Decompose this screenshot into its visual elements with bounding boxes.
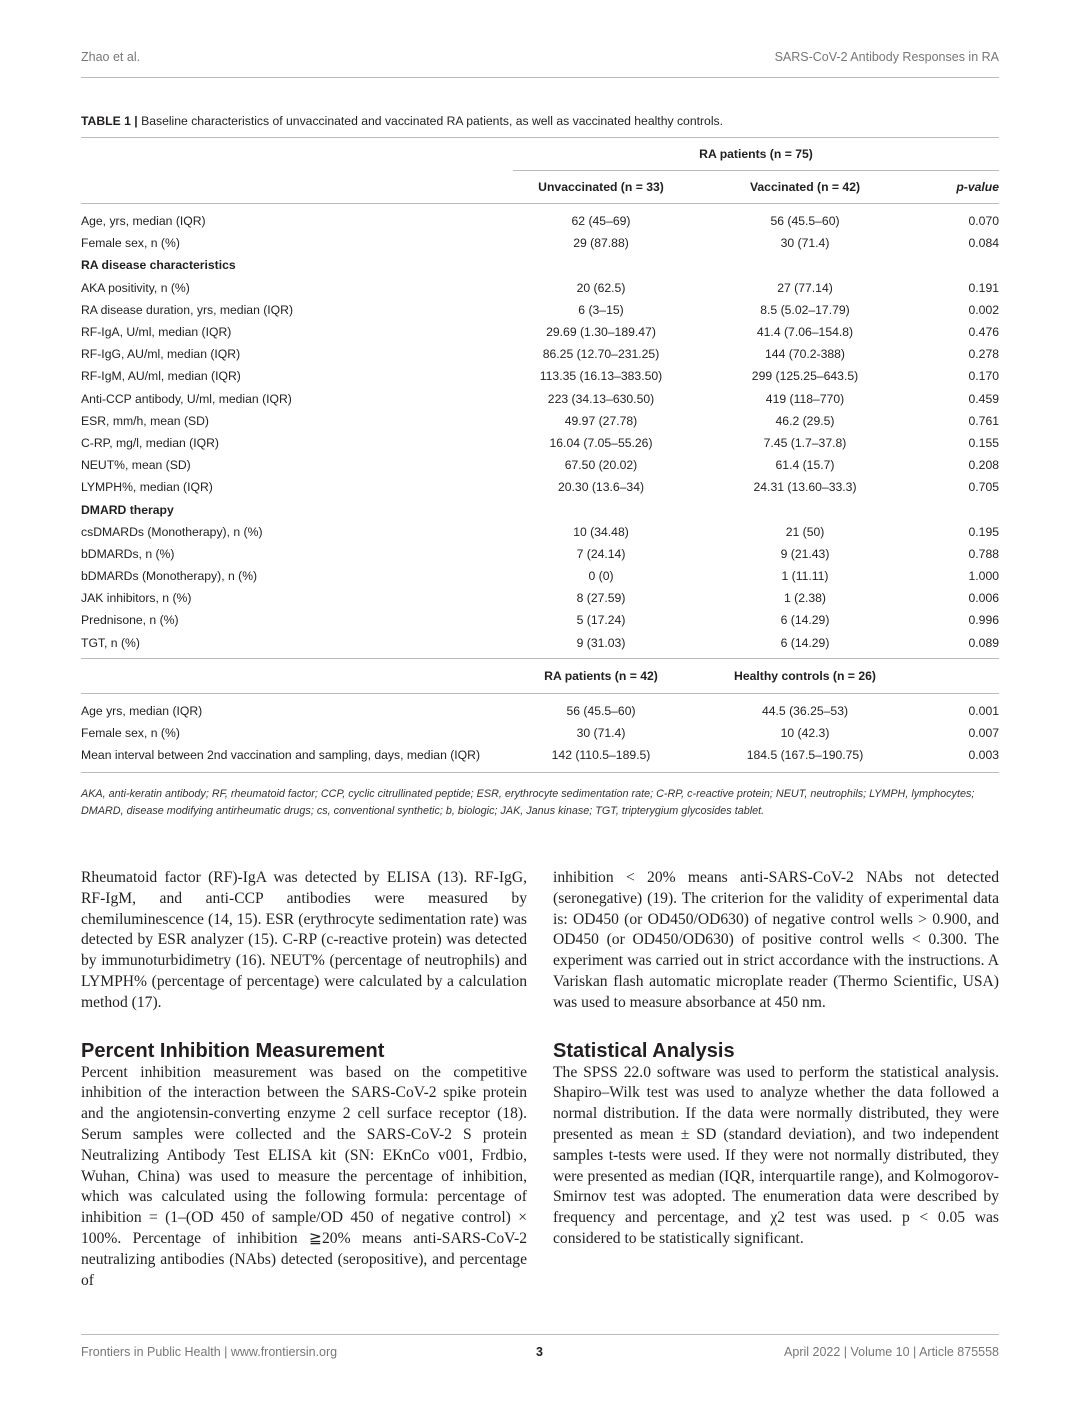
cell-value: 6 (3–15) xyxy=(578,302,624,317)
empty-cell xyxy=(81,138,513,171)
cell-p-value: 0.996 xyxy=(968,613,999,628)
cell-p-value: 0.170 xyxy=(968,369,999,384)
cell-p-value: 0.208 xyxy=(968,458,999,473)
cell-value: 7.45 (1.7–37.8) xyxy=(763,435,847,450)
row-label: bDMARDs, n (%) xyxy=(81,546,175,561)
cell-value: 184.5 (167.5–190.75) xyxy=(746,748,864,763)
cell-value: 16.04 (7.05–55.26) xyxy=(549,435,653,450)
row-label: Anti-CCP antibody, U/ml, median (IQR) xyxy=(81,391,292,406)
cell-value: 223 (34.13–630.50) xyxy=(547,391,655,406)
table-caption-label: TABLE 1 | xyxy=(81,114,138,128)
table-row xyxy=(81,277,999,299)
cell-p-value: 0.084 xyxy=(968,236,999,251)
row-label: C-RP, mg/l, median (IQR) xyxy=(81,435,219,450)
left-paragraph-2: Percent inhibition measurement was based on the competitive inhibition of the interaction between the SARS-CoV-2 spike protein and the angiotensin-converting enzyme 2 cell surface receptor (18). Serum samples were collected and the SARS-CoV-2 S protein Neutralizing Antibody Test ELISA kit (SN: EKnCo v001, Frdbio, Wuhan, China) was used to measure the percentage of inhibition, which was calculated using the following formula: percentage of inhibition = (1–(OD 450 of sample/OD 450 of negative control) × 100%. Percentage of inhibition ≧20% means anti-SARS-CoV-2 neutralizing antibodies (NAbs) detected (seropositive), and percentage of xyxy=(81,1063,527,1289)
col-header-vaccinated: Vaccinated (n = 42) xyxy=(689,171,921,204)
cell-value: 6 (14.29) xyxy=(780,613,830,628)
baseline-table xyxy=(81,137,999,773)
row-label: NEUT%, mean (SD) xyxy=(81,458,191,473)
table-row xyxy=(81,299,999,321)
cell-p-value: 0.788 xyxy=(968,546,999,561)
table-row xyxy=(81,321,999,343)
row-label: Age, yrs, median (IQR) xyxy=(81,214,206,229)
cell-value: 41.4 (7.06–154.8) xyxy=(756,325,854,340)
cell-p-value: 0.006 xyxy=(968,591,999,606)
cell-value: 30 (71.4) xyxy=(780,236,830,251)
cell-value: 44.5 (36.25–53) xyxy=(761,703,849,718)
cell-value: 20 (62.5) xyxy=(576,280,626,295)
row-label: RF-IgA, U/ml, median (IQR) xyxy=(81,325,232,340)
page-footer xyxy=(81,1345,999,1359)
heading-percent-inhibition: Percent Inhibition Measurement xyxy=(81,1039,385,1062)
row-label: RF-IgM, AU/ml, median (IQR) xyxy=(81,369,241,384)
cell-p-value: 1.000 xyxy=(968,569,999,584)
cell-value: 0 (0) xyxy=(588,569,614,584)
cell-value: 144 (70.2-388) xyxy=(765,347,845,362)
right-paragraph-1: inhibition < 20% means anti-SARS-CoV-2 NAbs not detected (seronegative) (19). The criterion for the validity of experimental data is: OD450 (or OD450/OD630) of negative control wells > 0.900, and OD450 (or OD450/OD630) of positive control wells < 0.300. The experiment was carried out in strict accordance with the instructions. A Variskan flash automatic microplate reader (Thermo Scientific, USA) was used to measure absorbance at 450 nm. xyxy=(553,869,999,1011)
cell-value: 8 (27.59) xyxy=(576,591,626,606)
table-row xyxy=(81,609,999,631)
cell-value: 30 (71.4) xyxy=(576,726,626,741)
table-row xyxy=(81,722,999,744)
cell-value: 61.4 (15.7) xyxy=(775,458,835,473)
cell-value: 1 (2.38) xyxy=(783,591,826,606)
body-left-column xyxy=(81,868,527,1291)
cell-p-value: 0.761 xyxy=(968,413,999,428)
cell-p-value: 0.089 xyxy=(968,635,999,650)
row-label: bDMARDs (Monotherapy), n (%) xyxy=(81,569,258,584)
row-label: csDMARDs (Monotherapy), n (%) xyxy=(81,524,263,539)
page-number: 3 xyxy=(536,1345,543,1359)
header-rule xyxy=(81,77,999,78)
section-label-disease: RA disease characteristics xyxy=(81,258,236,273)
col-header-healthy-controls: Healthy controls (n = 26) xyxy=(689,658,921,693)
table-row xyxy=(81,632,999,654)
cell-value: 419 (118–770) xyxy=(765,391,845,406)
cell-value: 86.25 (12.70–231.25) xyxy=(542,347,660,362)
table-row xyxy=(81,388,999,410)
row-label: Age yrs, median (IQR) xyxy=(81,703,203,718)
cell-value: 21 (50) xyxy=(785,524,825,539)
table-row xyxy=(81,565,999,587)
cell-value: 67.50 (20.02) xyxy=(564,458,638,473)
cell-value: 5 (17.24) xyxy=(576,613,626,628)
cell-value: 10 (34.48) xyxy=(573,524,629,539)
table-row xyxy=(81,700,999,722)
empty-cell xyxy=(81,171,513,204)
cell-value: 1 (11.11) xyxy=(781,569,829,584)
cell-value: 62 (45–69) xyxy=(571,214,631,229)
cell-value: 24.31 (13.60–33.3) xyxy=(753,480,857,495)
group-header-ra-patients: RA patients (n = 75) xyxy=(513,138,999,171)
cell-p-value: 0.705 xyxy=(968,480,999,495)
table-row xyxy=(81,432,999,454)
cell-value: 56 (45.5–60) xyxy=(770,214,840,229)
row-label: ESR, mm/h, mean (SD) xyxy=(81,413,209,428)
cell-value: 299 (125.25–643.5) xyxy=(751,369,859,384)
heading-statistical-analysis: Statistical Analysis xyxy=(553,1039,735,1062)
cell-p-value: 0.459 xyxy=(968,391,999,406)
row-label: Prednisone, n (%) xyxy=(81,613,179,628)
spacer xyxy=(513,766,689,773)
table-group-header-row xyxy=(81,138,999,171)
footer-rule xyxy=(81,1334,999,1335)
cell-value: 9 (21.43) xyxy=(780,546,830,561)
row-label: RA disease duration, yrs, median (IQR) xyxy=(81,302,294,317)
table-row xyxy=(81,343,999,365)
row-label: RF-IgG, AU/ml, median (IQR) xyxy=(81,347,241,362)
cell-p-value: 0.007 xyxy=(968,726,999,741)
cell-value: 10 (42.3) xyxy=(780,726,830,741)
section-label-dmard: DMARD therapy xyxy=(81,502,174,517)
cell-value: 9 (31.03) xyxy=(576,635,626,650)
table-row xyxy=(81,476,999,498)
footer-issue: April 2022 | Volume 10 | Article 875558 xyxy=(784,1345,999,1359)
cell-value: 142 (110.5–189.5) xyxy=(551,748,651,763)
table-row xyxy=(81,543,999,565)
left-paragraph-1: Rheumatoid factor (RF)-IgA was detected by ELISA (13). RF-IgG, RF-IgM, and anti-CCP antibodies were measured by chemiluminescence (14, 15). ESR (erythrocyte sedimentation rate) was detected by ESR analyzer (15). C-RP (c-reactive protein) was detected by immunoturbidimetry (16). NEUT% (percentage of neutrophils) and LYMPH% (percentage of percentage) were calculated by a calculation method (17). xyxy=(81,869,527,1011)
cell-value: 7 (24.14) xyxy=(576,546,626,561)
col-header-unvaccinated: Unvaccinated (n = 33) xyxy=(513,171,689,204)
row-label: Female sex, n (%) xyxy=(81,236,180,251)
empty-cell xyxy=(921,658,999,693)
cell-p-value: 0.001 xyxy=(968,703,999,718)
cell-p-value: 0.002 xyxy=(968,302,999,317)
table-caption xyxy=(81,114,999,128)
spacer xyxy=(689,766,921,773)
cell-p-value: 0.155 xyxy=(968,435,999,450)
row-label: TGT, n (%) xyxy=(81,635,140,650)
spacer xyxy=(921,766,999,773)
cell-p-value: 0.476 xyxy=(968,325,999,340)
spacer-row xyxy=(81,766,999,773)
cell-value: 56 (45.5–60) xyxy=(566,703,636,718)
cell-value: 20.30 (13.6–34) xyxy=(557,480,645,495)
table-row xyxy=(81,232,999,254)
cell-value: 29 (87.88) xyxy=(573,236,629,251)
cell-value: 6 (14.29) xyxy=(780,635,830,650)
cell-value: 46.2 (29.5) xyxy=(775,413,835,428)
table-row xyxy=(81,744,999,766)
cell-p-value: 0.195 xyxy=(968,524,999,539)
footer-journal: Frontiers in Public Health | www.frontiersin.org xyxy=(81,1345,338,1359)
row-label: AKA positivity, n (%) xyxy=(81,280,190,295)
cell-value: 49.97 (27.78) xyxy=(564,413,638,428)
table-row xyxy=(81,365,999,387)
table-row xyxy=(81,587,999,609)
cell-p-value: 0.191 xyxy=(968,280,999,295)
row-label: Mean interval between 2nd vaccination and sampling, days, median (IQR) xyxy=(81,748,481,763)
table-row xyxy=(81,210,999,232)
cell-value: 27 (77.14) xyxy=(777,280,833,295)
table-footnote: AKA, anti-keratin antibody; RF, rheumatoid factor; CCP, cyclic citrullinated peptide; ESR, erythrocyte sedimentation rate; C-RP, c-reactive protein; NEUT, neutrophils; LYMPH, lymphocytes; DMARD, disease modifying antirheumatic drugs; cs, conventional synthetic; b, biologic; JAK, Janus kinase; TGT, tripterygium glycosides tablet. xyxy=(81,788,975,817)
cell-value: 29.69 (1.30–189.47) xyxy=(546,325,656,340)
running-head xyxy=(81,50,999,64)
table-second-header-row xyxy=(81,658,999,693)
cell-p-value: 0.070 xyxy=(968,214,999,229)
empty-cell xyxy=(81,658,513,693)
table-row xyxy=(81,454,999,476)
spacer xyxy=(81,766,513,773)
section-row-dmard xyxy=(81,498,999,520)
table-caption-text: Baseline characteristics of unvaccinated and vaccinated RA patients, as well as vaccinated healthy controls. xyxy=(137,114,724,128)
cell-value: 8.5 (5.02–17.79) xyxy=(760,302,850,317)
table-column-header-row xyxy=(81,171,999,204)
cell-p-value: 0.278 xyxy=(968,347,999,362)
cell-value: 113.35 (16.13–383.50) xyxy=(539,369,663,384)
running-head-authors: Zhao et al. xyxy=(81,50,141,64)
running-head-title: SARS-CoV-2 Antibody Responses in RA xyxy=(774,50,999,64)
row-label: JAK inhibitors, n (%) xyxy=(81,591,192,606)
right-paragraph-2: The SPSS 22.0 software was used to perform the statistical analysis. Shapiro–Wilk test was used to analyze whether the data followed a normal distribution. If the data were normally distributed, they were presented as mean ± SD (standard deviation), and two independent samples t-tests were used. If they were not normally distributed, they were presented as median (IQR, interquartile range), and Kolmogorov-Smirnov test was adopted. The enumeration data were described by frequency and percentage, and χ2 test was used. p < 0.05 was considered to be statistically significant. xyxy=(553,1063,999,1247)
body-right-column xyxy=(553,868,999,1250)
col-header-ra-patients: RA patients (n = 42) xyxy=(513,658,689,693)
row-label: LYMPH%, median (IQR) xyxy=(81,480,213,495)
table-row xyxy=(81,410,999,432)
section-row-disease xyxy=(81,254,999,276)
table-row xyxy=(81,521,999,543)
col-header-p-value: p-value xyxy=(921,171,999,204)
cell-p-value: 0.003 xyxy=(968,748,999,763)
row-label: Female sex, n (%) xyxy=(81,726,180,741)
